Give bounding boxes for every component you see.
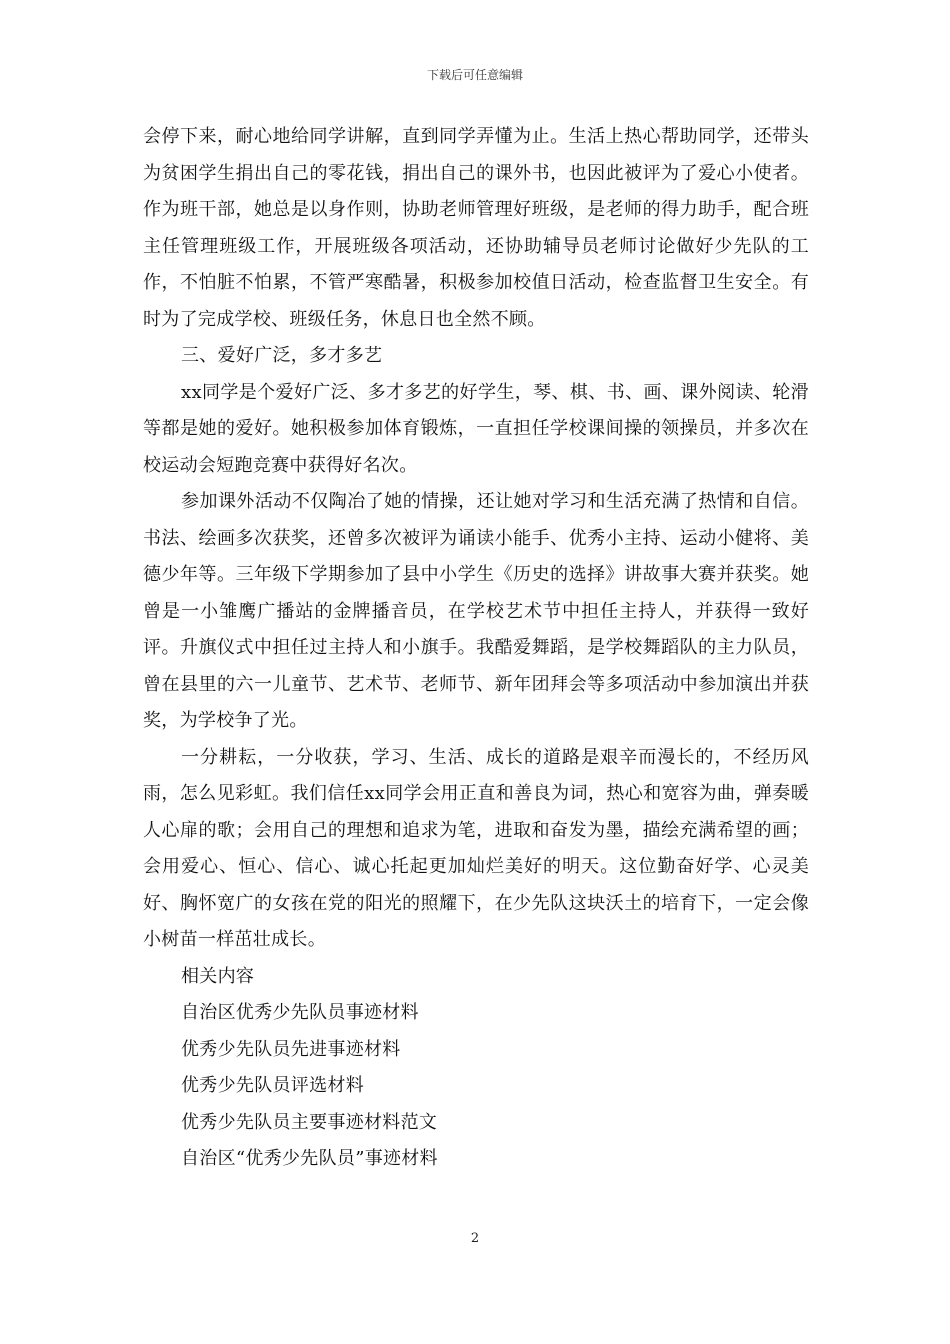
related-link[interactable]: 优秀少先队员主要事迹材料范文 [181, 1111, 438, 1133]
page-header: 下载后可任意编辑 [426, 68, 523, 82]
page-number: 2 [470, 1231, 480, 1246]
related-link[interactable]: 优秀少先队员评选材料 [181, 1075, 364, 1096]
section-heading: 三、爱好广泛，多才多艺 [181, 345, 383, 366]
related-link[interactable]: 自治区“优秀少先队员”事迹材料 [181, 1148, 438, 1169]
related-link[interactable]: 优秀少先队员先进事迹材料 [181, 1038, 401, 1060]
related-link[interactable]: 自治区优秀少先队员事迹材料 [181, 1002, 419, 1023]
related-title: 相关内容 [181, 965, 255, 987]
document-body [143, 119, 809, 1178]
paragraph-continuation: 会停下来，耐心地给同学讲解，直到同学弄懂为止。生活上热心帮助同学，还带头为贫困学生捐出自己的零花钱，捐出自己的课外书，也因此被评为了爱心小使者。作为班干部，她总是以身作则，协助老师管理好班级，是老师的得力助手，配合班主任管理班级工作，开展班级各项活动，还协助辅导员老师讨论做好少先队的工作，不怕脏不怕累，不管严寒酷暑，积极参加校值日活动，检查监督卫生安全。有时为了完成学校、班级任务，休息日也全然不顾。 [143, 126, 809, 330]
paragraph-conclusion: 一分耕耘，一分收获，学习、生活、成长的道路是艰辛而漫长的，不经历风雨，怎么见彩虹。我们信任xx同学会用正直和善良为词，热心和宽容为曲，弹奏暖人心扉的歌；会用自己的理想和追求为笔，进取和奋发为墨，描绘充满希望的画；会用爱心、恒心、信心、诚心托起更加灿烂美好的明天。这位勤奋好学、心灵美好、胸怀宽广的女孩在党的阳光的照耀下，在少先队这块沃土的培育下，一定会像小树苗一样茁壮成长。 [143, 746, 809, 950]
related-list [143, 995, 809, 1178]
paragraph-activities: 参加课外活动不仅陶冶了她的情操，还让她对学习和生活充满了热情和自信。书法、绘画多次获奖，还曾多次被评为诵读小能手、优秀小主持、运动小健将、美德少年等。三年级下学期参加了县中小学生《历史的选择》讲故事大赛并获奖。她曾是一小雏鹰广播站的金牌播音员，在学校艺术节中担任主持人，并获得一致好评。升旗仪式中担任过主持人和小旗手。我酷爱舞蹈，是学校舞蹈队的主力队员，曾在县里的六一儿童节、艺术节、老师节、新年团拜会等多项活动中参加演出并获奖，为学校争了光。 [143, 491, 809, 731]
paragraph-hobbies: xx同学是个爱好广泛、多才多艺的好学生，琴、棋、书、画、课外阅读、轮滑等都是她的爱好。她积极参加体育锻炼，一直担任学校课间操的领操员，并多次在校运动会短跑竞赛中获得好名次。 [143, 381, 809, 476]
